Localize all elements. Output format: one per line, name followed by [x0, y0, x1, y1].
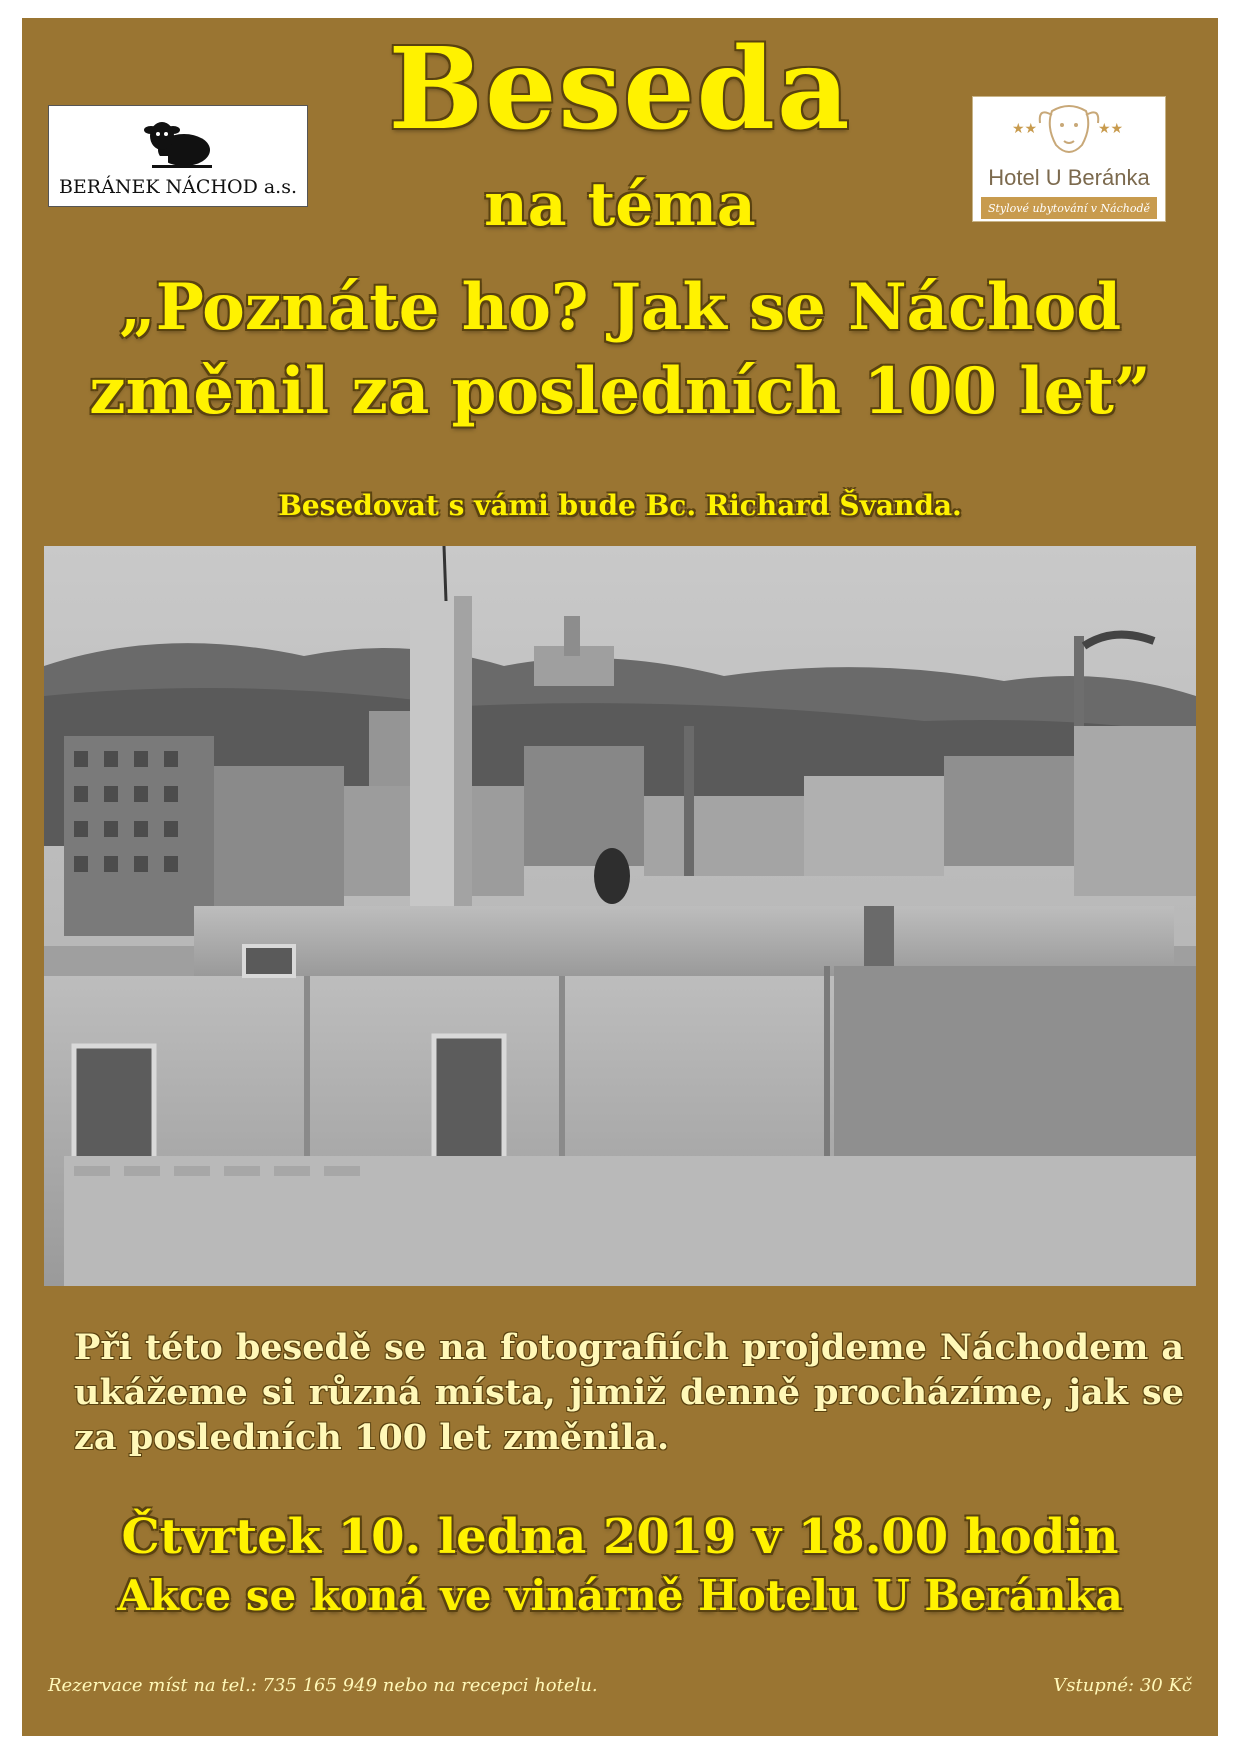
entry-fee: Vstupné: 30 Kč	[1053, 1675, 1192, 1696]
event-date: Čtvrtek 10. ledna 2019 v 18.00 hodin	[121, 1509, 1119, 1565]
reservation-info: Rezervace míst na tel.: 735 165 949 nebo na recepci hotelu.	[48, 1675, 598, 1696]
poster-title: Beseda	[388, 24, 852, 155]
headline-line-2: změnil za posledních 100 let”	[89, 354, 1151, 429]
speaker-line: Besedovat s vámi bude Bc. Richard Švanda.	[278, 489, 962, 522]
svg-text:★★: ★★	[1012, 121, 1038, 137]
headline-line-1: „Poznáte ho? Jak se Náchod	[118, 270, 1122, 345]
event-description: Při této besedě se na fotografiích projdeme Náchodem a ukážeme si různá místa, jimiž denně procházíme, jak se za posledních 100 let změnila.	[74, 1327, 1184, 1458]
hotel-name: Hotel U Beránka	[988, 165, 1150, 190]
event-venue: Akce se koná ve vinárně Hotelu U Beránka	[117, 1571, 1123, 1620]
poster-subtitle: na téma	[484, 170, 756, 240]
historical-photo	[44, 546, 1196, 1286]
company-name: BERÁNEK NÁCHOD a.s.	[58, 176, 298, 198]
nachod-construction-photo	[44, 546, 1196, 1286]
headline	[22, 266, 1218, 434]
svg-text:★★: ★★	[1098, 121, 1124, 137]
hotel-tagline: Stylové ubytování v Náchodě	[981, 197, 1157, 219]
poster	[22, 18, 1218, 1736]
